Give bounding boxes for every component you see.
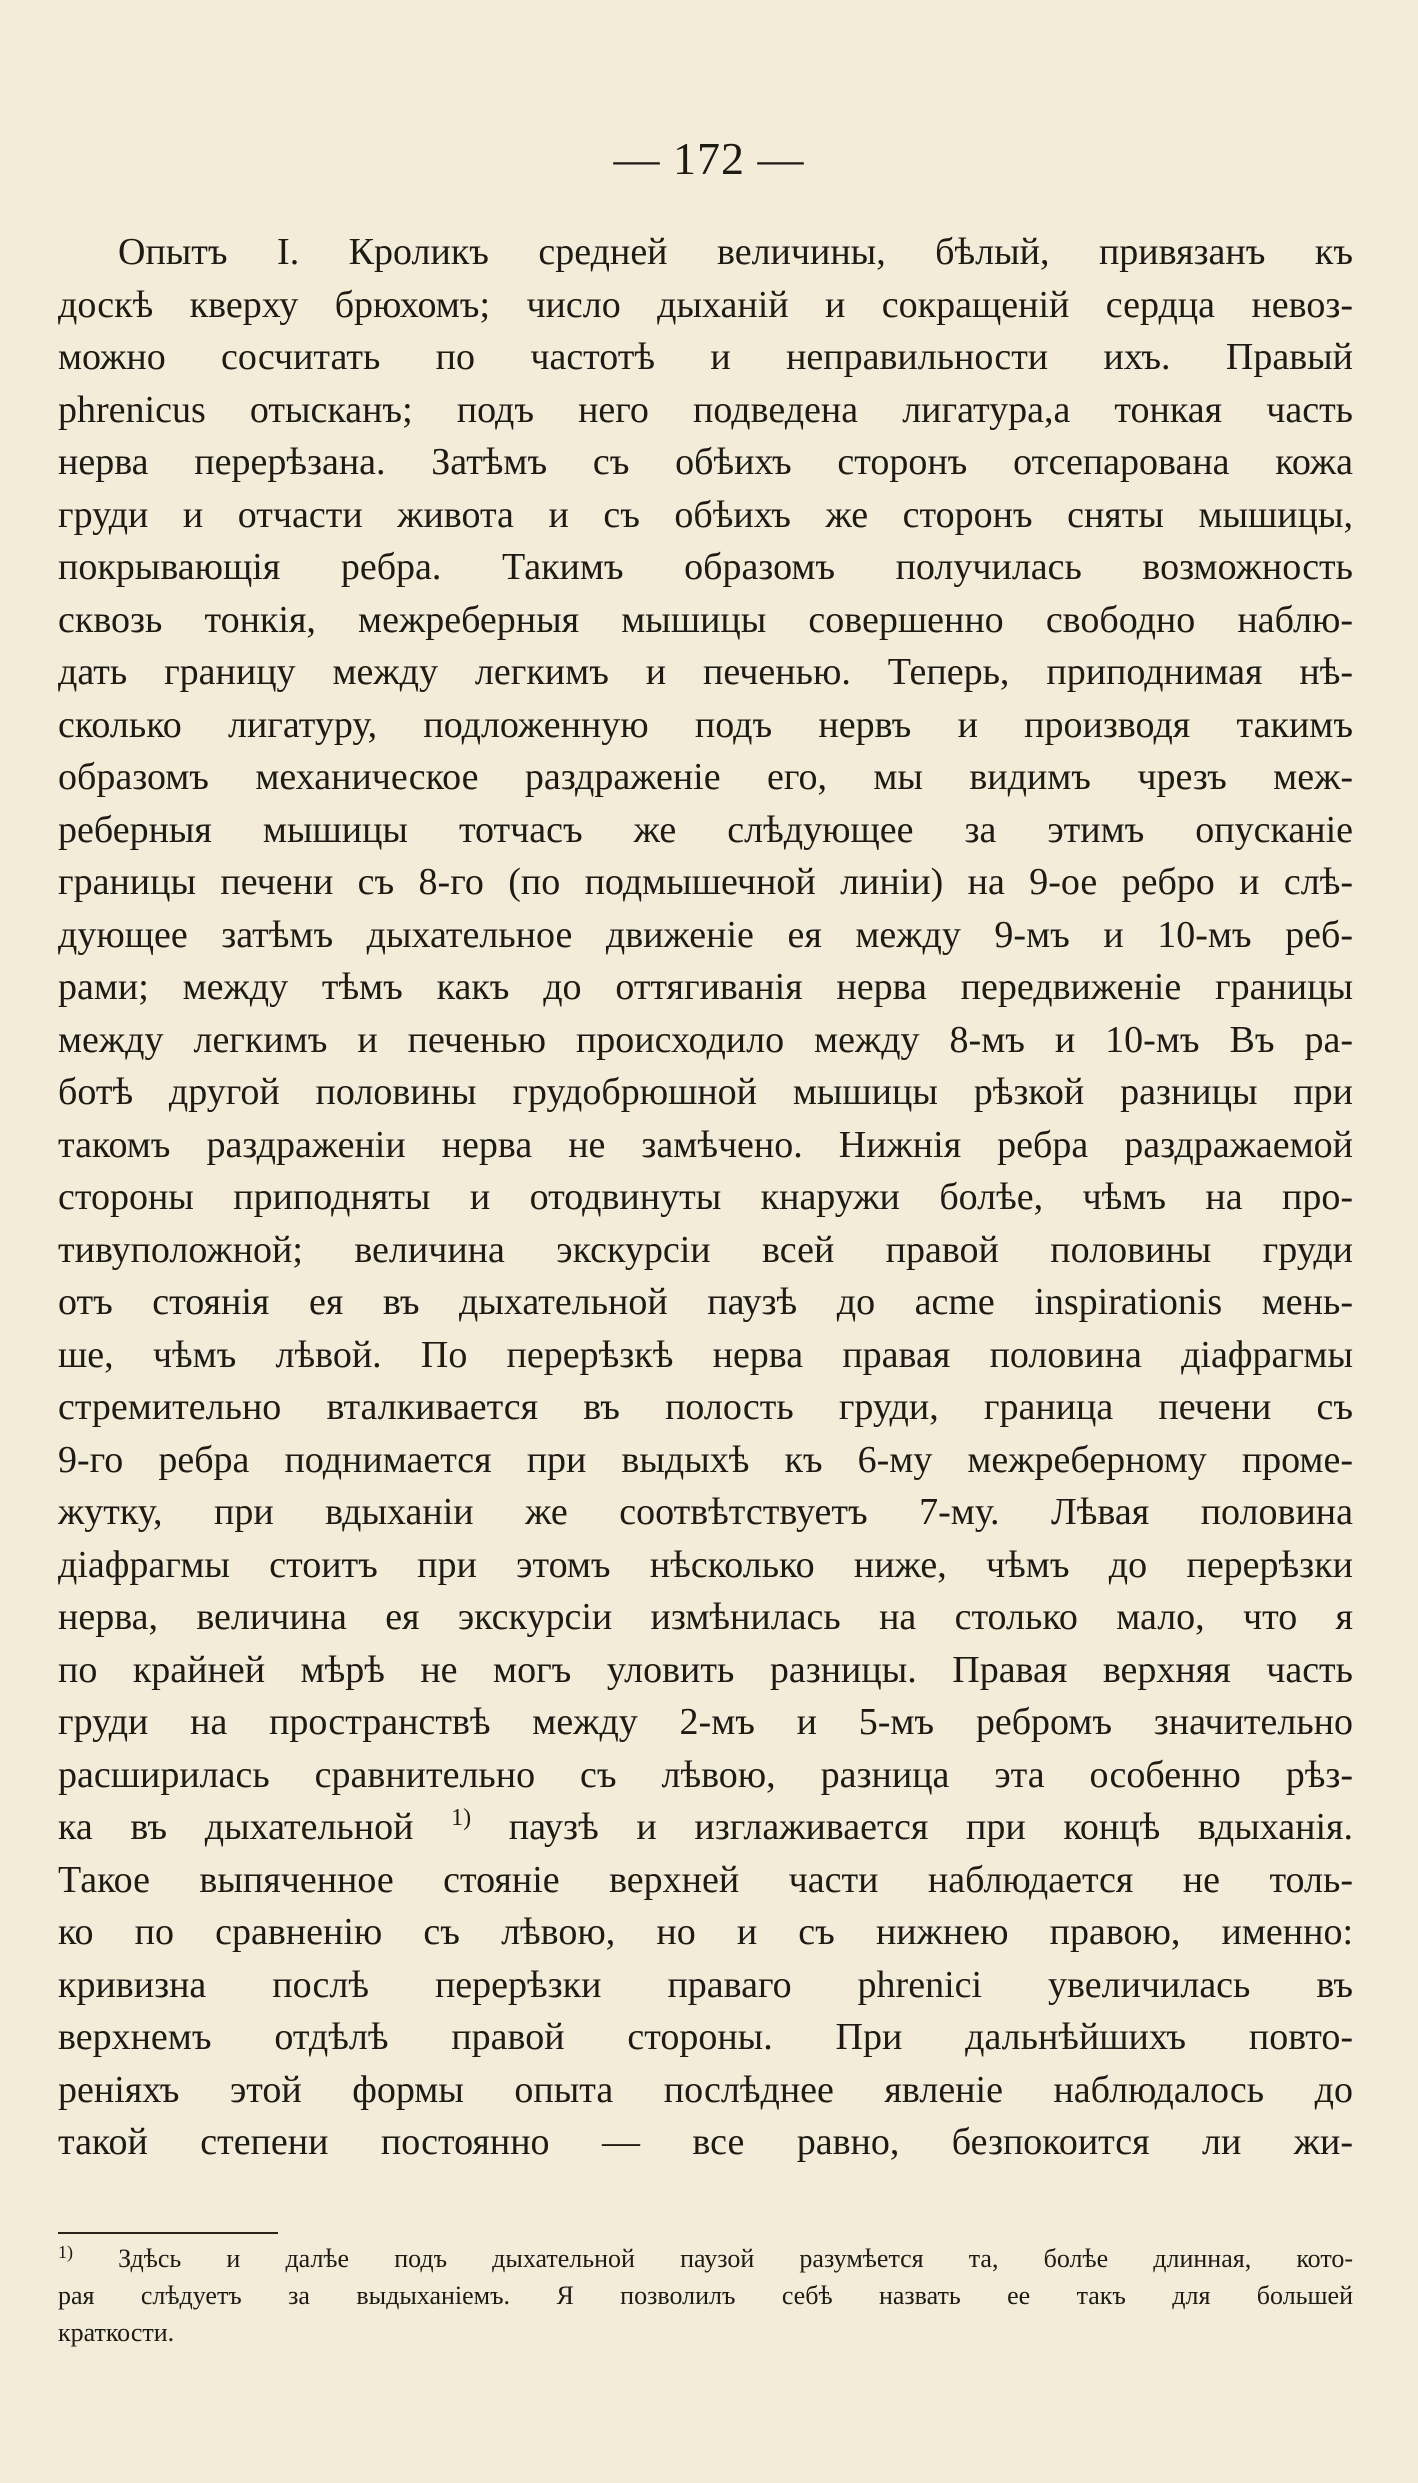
- text-line: Такое выпяченное стояніе верхней части наблюдается не толь-: [58, 1858, 1353, 1901]
- text-line: сквозь тонкія, межреберныя мышицы совершенно свободно наблю-: [58, 598, 1353, 641]
- text-line: нерва перерѣзана. Затѣмъ съ обѣихъ сторонъ отсепарована кожа: [58, 441, 1353, 483]
- text-line: груди и отчасти живота и съ обѣихъ же сторонъ сняты мышицы,: [58, 493, 1353, 536]
- text-line: phrenicus отысканъ; подъ него подведена лигатура,а тонкая часть: [58, 388, 1353, 431]
- text-segment: ка въ дыхательной: [58, 1806, 414, 1848]
- text-line: верхнемъ отдѣлѣ правой стороны. При дальнѣйшихъ повто-: [58, 2016, 1353, 2058]
- text-line: тивуположной; величина экскурсіи всей правой половины груди: [58, 1228, 1353, 1271]
- text-line: образомъ механическое раздраженіе его, мы видимъ чрезъ меж-: [58, 756, 1353, 798]
- footnote: [58, 2240, 1353, 2351]
- footnote-line: [58, 2240, 1353, 2277]
- text-line: дующее затѣмъ дыхательное движеніе ея между 9-мъ и 10-мъ реб-: [58, 913, 1353, 956]
- text-line: реніяхъ этой формы опыта послѣднее явленіе наблюдалось до: [58, 2068, 1353, 2111]
- text-line: ко по сравненію съ лѣвою, но и съ нижнею правою, именно:: [58, 1911, 1353, 1953]
- text-line: границы печени съ 8-го (по подмышечной линіи) на 9-ое ребро и слѣ-: [58, 861, 1353, 903]
- text-line: жутку, при вдыханіи же соотвѣтствуетъ 7-му. Лѣвая половина: [58, 1491, 1353, 1533]
- footnote-line: краткости.: [58, 2318, 175, 2347]
- text-line: такомъ раздраженіи нерва не замѣчено. Нижнія ребра раздражаемой: [58, 1123, 1353, 1166]
- text-line: покрывающія ребра. Такимъ образомъ получилась возможность: [58, 546, 1353, 588]
- text-line: груди на пространствѣ между 2-мъ и 5-мъ ребромъ значительно: [58, 1701, 1353, 1743]
- text-line: Опытъ I. Кроликъ средней величины, бѣлый, привязанъ къ: [118, 231, 1353, 273]
- text-line-with-footnote-ref: [58, 1801, 1353, 1854]
- text-line: ше, чѣмъ лѣвой. По перерѣзкѣ нерва правая половина діафрагмы: [58, 1333, 1353, 1376]
- text-line: отъ стоянія ея въ дыхательной паузѣ до acme inspirationis мень-: [58, 1281, 1353, 1323]
- text-line: стремительно вталкивается въ полость груди, граница печени съ: [58, 1386, 1353, 1428]
- text-line: доскѣ кверху брюхомъ; число дыханій и сокращеній сердца невоз-: [58, 283, 1353, 326]
- footnote-divider: [58, 2232, 278, 2234]
- text-line: расширилась сравнительно съ лѣвою, разница эта особенно рѣз-: [58, 1753, 1353, 1796]
- footnote-text: Здѣсь и далѣе подъ дыхательной паузой разумѣется та, болѣе длинная, кото-: [73, 2244, 1353, 2273]
- text-line: діафрагмы стоитъ при этомъ нѣсколько ниже, чѣмъ до перерѣзки: [58, 1543, 1353, 1586]
- text-line: рами; между тѣмъ какъ до оттягиванія нерва передвиженіе границы: [58, 966, 1353, 1008]
- text-line: сколько лигатуру, подложенную подъ нервъ и производя такимъ: [58, 703, 1353, 746]
- text-line: между легкимъ и печенью происходило между 8-мъ и 10-мъ Въ ра-: [58, 1018, 1353, 1061]
- text-line: дать границу между легкимъ и печенью. Теперь, приподнимая нѣ-: [58, 651, 1353, 693]
- text-line: стороны приподняты и отодвинуты кнаружи болѣе, чѣмъ на про-: [58, 1176, 1353, 1218]
- text-line: нерва, величина ея экскурсіи измѣнилась на столько мало, что я: [58, 1596, 1353, 1638]
- text-line: можно сосчитать по частотѣ и неправильности ихъ. Правый: [58, 336, 1353, 378]
- body-text: [58, 226, 1353, 2169]
- page-number: — 172 —: [613, 133, 805, 184]
- text-line: 9-го ребра поднимается при выдыхѣ къ 6-му межреберному проме-: [58, 1438, 1353, 1481]
- text-line: по крайней мѣрѣ не могъ уловить разницы. Правая верхняя часть: [58, 1648, 1353, 1691]
- text-line: кривизна послѣ перерѣзки праваго phrenici увеличилась въ: [58, 1963, 1353, 2006]
- footnote-reference[interactable]: 1): [451, 1805, 472, 1831]
- text-line: такой степени постоянно — все равно, безпокоится ли жи-: [58, 2121, 1353, 2163]
- text-segment: паузѣ и изглаживается при концѣ вдыханія.: [471, 1806, 1353, 1848]
- footnote-line: рая слѣдуетъ за выдыханіемъ. Я позволилъ себѣ назвать ее такъ для большей: [58, 2281, 1353, 2310]
- text-line: реберныя мышицы тотчасъ же слѣдующее за этимъ опусканіе: [58, 808, 1353, 851]
- footnote-marker: 1): [58, 2242, 73, 2262]
- text-line: ботѣ другой половины грудобрюшной мышицы рѣзкой разницы при: [58, 1071, 1353, 1113]
